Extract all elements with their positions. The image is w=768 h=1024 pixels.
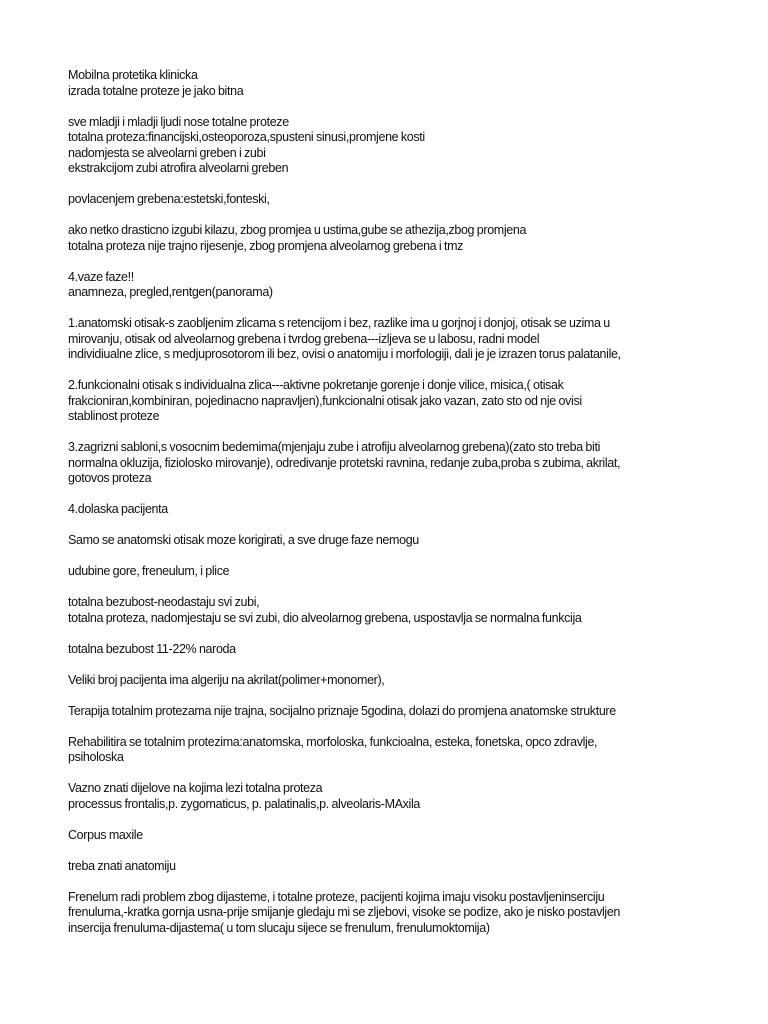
paragraph <box>68 564 708 580</box>
text-line: totalna bezubost-neodastaju svi zubi, <box>68 595 260 609</box>
paragraph <box>68 270 708 301</box>
paragraph <box>68 781 708 812</box>
text-line: 4.vaze faze!! <box>68 269 134 284</box>
paragraph <box>68 502 708 518</box>
text-line: 4.dolaska pacijenta <box>68 502 168 516</box>
text-line: Frenelum radi problem zbog dijasteme, i totalne proteze, pacijenti kojima imaju visoku postavljeninserciju <box>68 889 605 904</box>
text-line: Veliki broj pacijenta ima algeriju na akrilat(polimer+monomer), <box>68 672 385 687</box>
paragraph <box>68 378 708 425</box>
text-line: Mobilna protetika klinicka <box>68 68 198 82</box>
document-page <box>68 68 708 952</box>
paragraph <box>68 192 708 208</box>
text-line: 2.funkcionalni otisak s individualna zlica---aktivne pokretanje gorenje i donje vilice, misica,( otisak <box>68 378 564 392</box>
text-line: udubine gore, freneulum, i plice <box>68 564 230 578</box>
paragraph <box>68 533 708 549</box>
text-line: processus frontalis,p. zygomaticus, p. palatinalis,p. alveolaris-MAxila <box>68 796 420 811</box>
text-line: Corpus maxile <box>68 827 143 842</box>
paragraph <box>68 704 708 720</box>
text-line: nadomjesta se alveolarni greben i zubi <box>68 145 266 160</box>
text-line: Samo se anatomski otisak moze korigirati, a sve druge faze nemogu <box>68 533 419 547</box>
text-line: individiualne zlice, s medjuprosotorom ili bez, ovisi o anatomiju i morfologiji, dali je je izrazen torus palatanile, <box>68 347 621 361</box>
text-line: Terapija totalnim protezama nije trajna, socijalno priznaje 5godina, dolazi do promjena anatomske strukture <box>68 703 616 718</box>
paragraph <box>68 828 708 844</box>
paragraph <box>68 223 708 254</box>
paragraph <box>68 673 708 689</box>
text-line: totalna bezubost 11-22% naroda <box>68 641 236 656</box>
text-line: povlacenjem grebena:estetski,fonteski, <box>68 192 270 206</box>
text-line: gotovos proteza <box>68 471 152 485</box>
text-line: treba znati anatomiju <box>68 858 176 873</box>
text-line: izrada totalne proteze je jako bitna <box>68 83 244 98</box>
text-line: stablinost proteze <box>68 409 160 423</box>
text-line: normalna okluzija, fiziolosko mirovanje), odredivanje protetski ravnina, redanje zuba,proba s zubima, akrilat, <box>68 455 621 470</box>
text-line: frenuluma,-kratka gornja usna-prije smijanje gledaju mi se zljebovi, visoke se podize, ako je nisko postavljen <box>68 905 621 919</box>
paragraph <box>68 440 708 487</box>
text-line: mirovanju, otisak od alveolarnog grebena i tvrdog grebena---izljeva se u labosu, radni model <box>68 331 540 346</box>
text-line: totalna proteza nije trajno rijesenje, zbog promjena alveolarnog grebena i tmz <box>68 238 464 253</box>
text-line: totalna proteza, nadomjestaju se svi zubi, dio alveolarnog grebena, uspostavlja se normalna funkcija <box>68 610 582 625</box>
paragraph <box>68 735 708 766</box>
paragraph <box>68 115 708 177</box>
text-line: anamneza, pregled,rentgen(panorama) <box>68 285 273 299</box>
paragraph <box>68 595 708 626</box>
paragraph <box>68 890 708 937</box>
paragraph <box>68 316 708 363</box>
text-line: Rehabilitira se totalnim protezima:anatomska, morfoloska, funkcioalna, esteka, fonetska, opco zdravlje, <box>68 734 598 749</box>
text-line: totalna proteza:financijski,osteoporoza,spusteni sinusi,promjene kosti <box>68 130 425 144</box>
text-line: 3.zagrizni sabloni,s vosocnim bedemima(mjenjaju zube i atrofiju alveolarnog grebena)(zato sto treba biti <box>68 440 601 454</box>
text-line: sve mladji i mladji ljudi nose totalne proteze <box>68 114 289 129</box>
text-line: psiholoska <box>68 750 124 764</box>
text-line: 1.anatomski otisak-s zaobljenim zlicama s retencijom i bez, razlike ima u gorjnoj i donjoj, otisak se uzima u <box>68 316 610 330</box>
text-line: Vazno znati dijelove na kojima lezi totalna proteza <box>68 781 323 795</box>
text-line: frakcioniran,kombiniran, pojedinacno napravljen),funkcionalni otisak jako vazan, zato sto od nje ovisi <box>68 393 582 408</box>
paragraph <box>68 859 708 875</box>
text-line: ako netko drasticno izgubi kilazu, zbog promjea u ustima,gube se athezija,zbog promjena <box>68 223 527 237</box>
text-line: ekstrakcijom zubi atrofira alveolarni greben <box>68 161 289 175</box>
paragraph <box>68 68 708 99</box>
paragraph <box>68 642 708 658</box>
text-line: insercija frenuluma-dijastema( u tom slucaju sijece se frenulum, frenulumoktomija) <box>68 920 490 935</box>
